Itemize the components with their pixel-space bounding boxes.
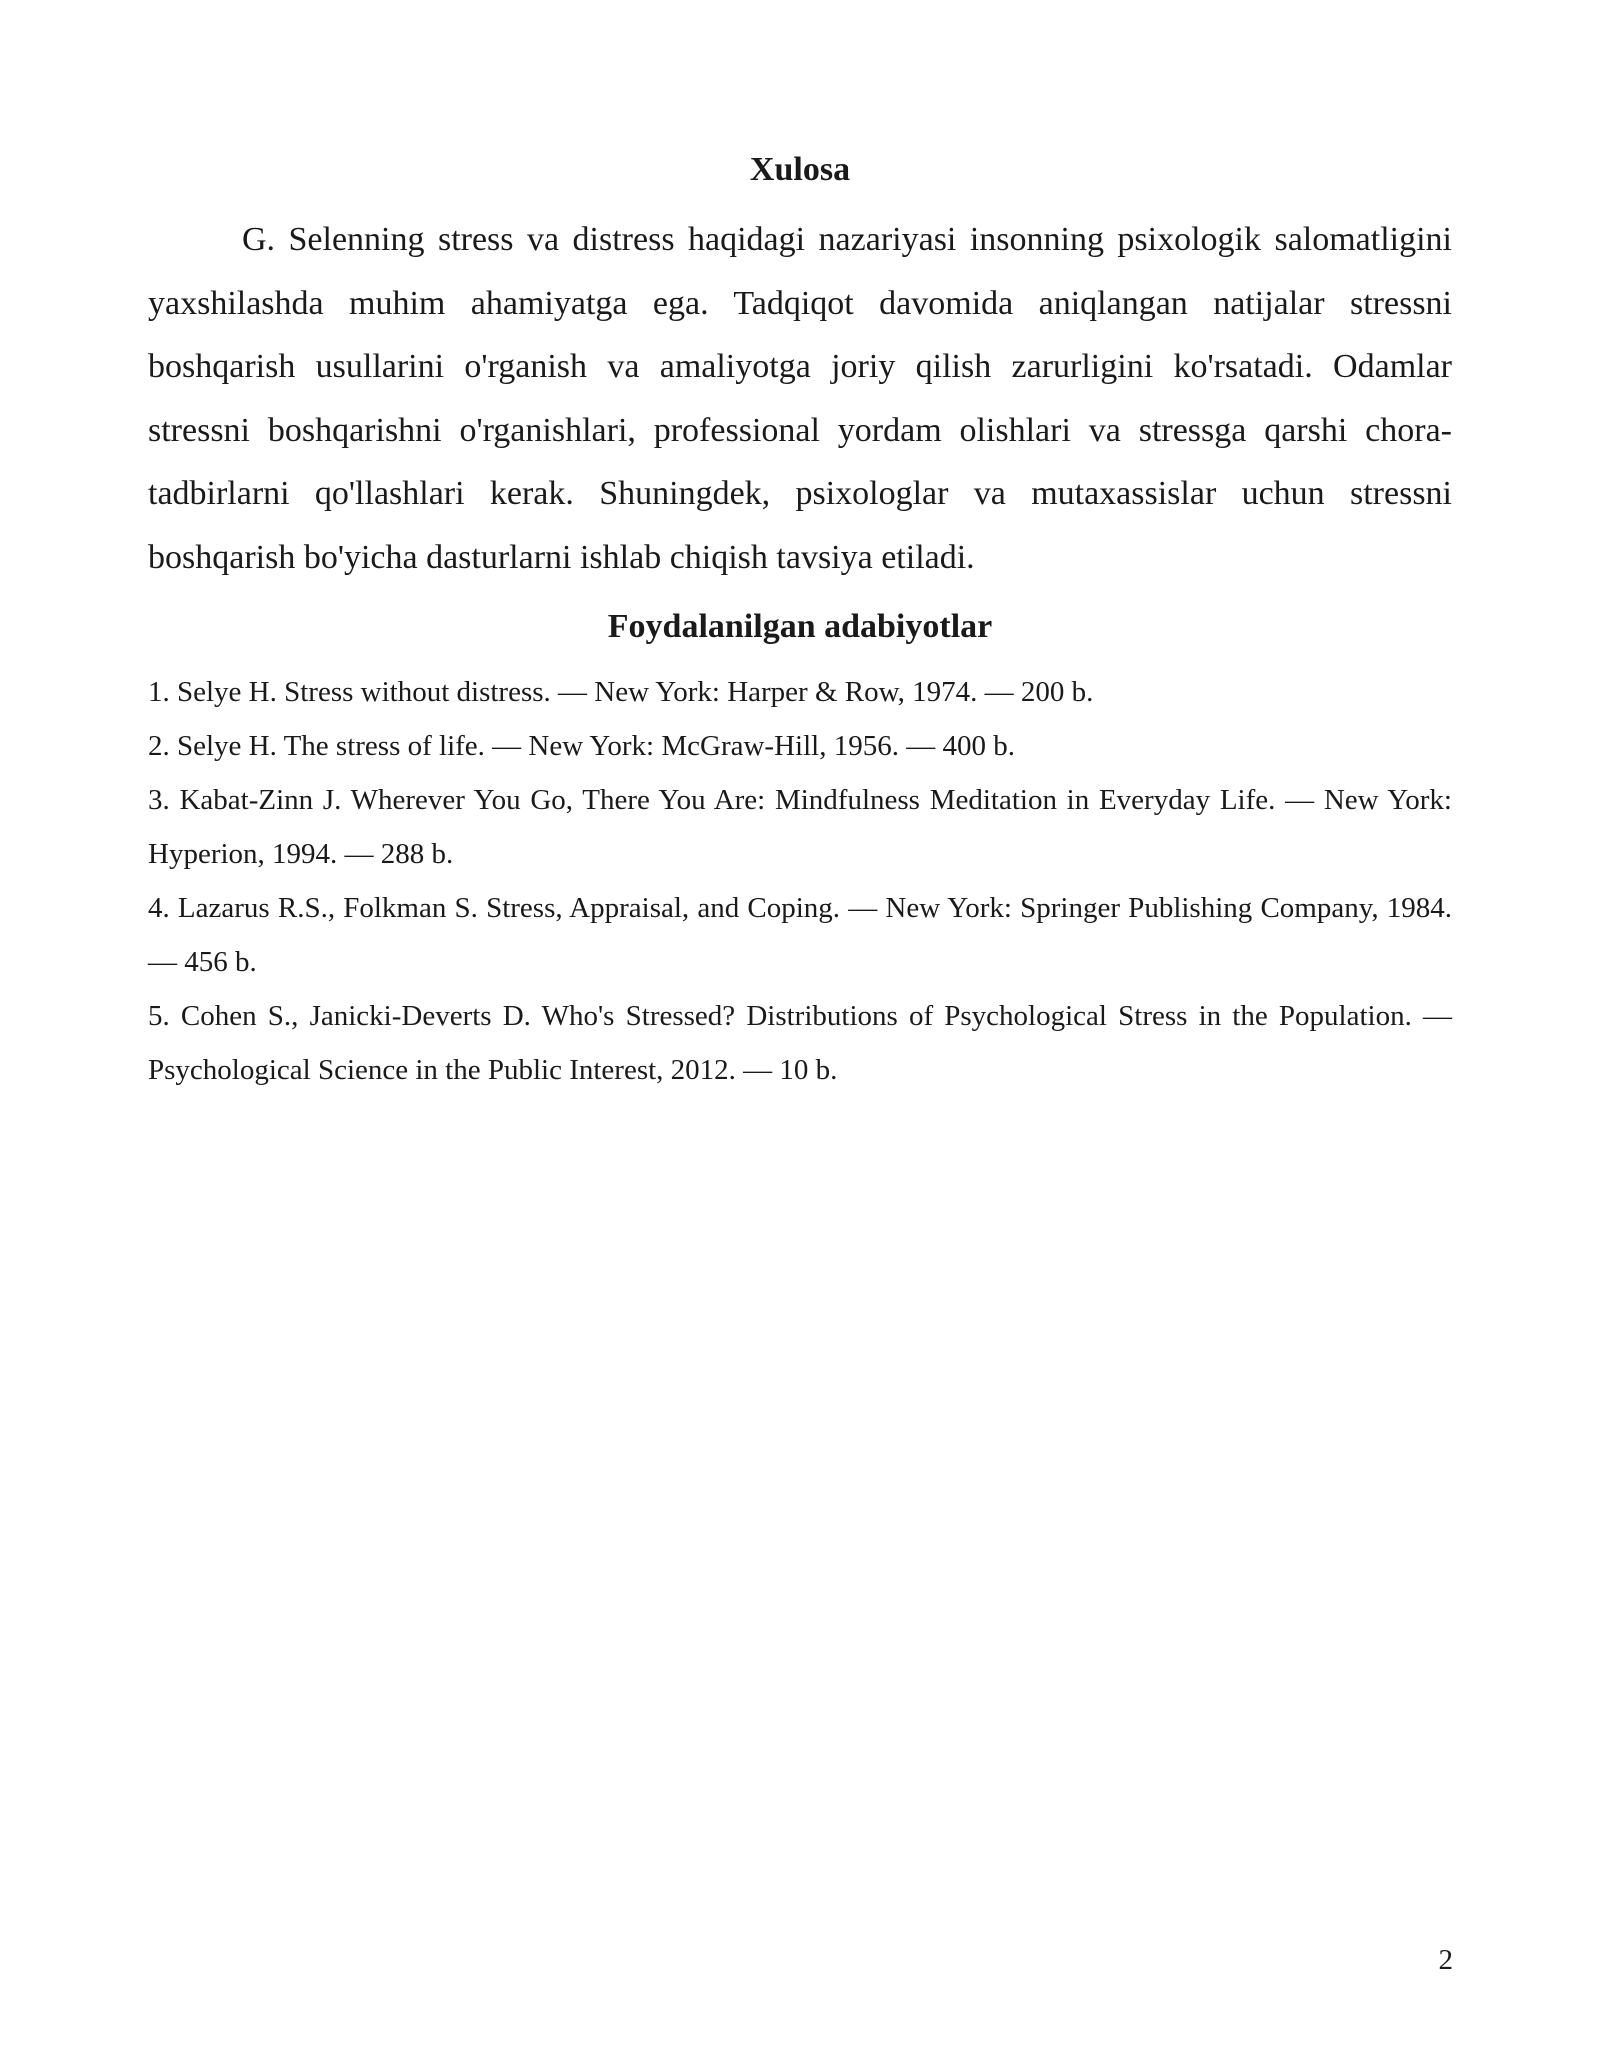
references-list (148, 665, 1452, 1097)
reference-item-4: 4. Lazarus R.S., Folkman S. Stress, Appraisal, and Coping. — New York: Springer Publishing Company, 1984. — 456 b. (148, 892, 1452, 978)
page-number: 2 (1438, 1944, 1453, 1976)
reference-item-1: 1. Selye H. Stress without distress. — New York: Harper & Row, 1974. — 200 b. (148, 676, 1094, 708)
conclusion-heading: Xulosa (749, 151, 851, 188)
reference-item-5: 5. Cohen S., Janicki-Deverts D. Who's Stressed? Distributions of Psychological Stress in the Population. — Psychological Science in the Public Interest, 2012. — 10 b. (148, 1000, 1452, 1086)
reference-item-3: 3. Kabat-Zinn J. Wherever You Go, There You Are: Mindfulness Meditation in Everyday Life. — New York: Hyperion, 1994. — 288 b. (148, 784, 1452, 870)
reference-item-2: 2. Selye H. The stress of life. — New York: McGraw-Hill, 1956. — 400 b. (148, 730, 1015, 762)
references-heading: Foydalanilgan adabiyotlar (607, 608, 993, 645)
page-content (148, 146, 1452, 1097)
conclusion-paragraph: G. Selenning stress va distress haqidagi nazariyasi insonning psixologik salomatligini yaxshilashda muhim ahamiyatga ega. Tadqiqot davomida aniqlangan natijalar stressni boshqarish usullarini o'rganish va amaliyotga joriy qilish zarurligini ko'rsatadi. Odamlar stressni boshqarishni o'rganishlari, professional yordam olishlari va stressga qarshi chora-tadbirlarni qo'llashlari kerak. Shuningdek, psixologlar va mutaxassislar uchun stressni boshqarish bo'yicha dasturlarni ishlab chiqish tavsiya etiladi. (148, 221, 1452, 576)
